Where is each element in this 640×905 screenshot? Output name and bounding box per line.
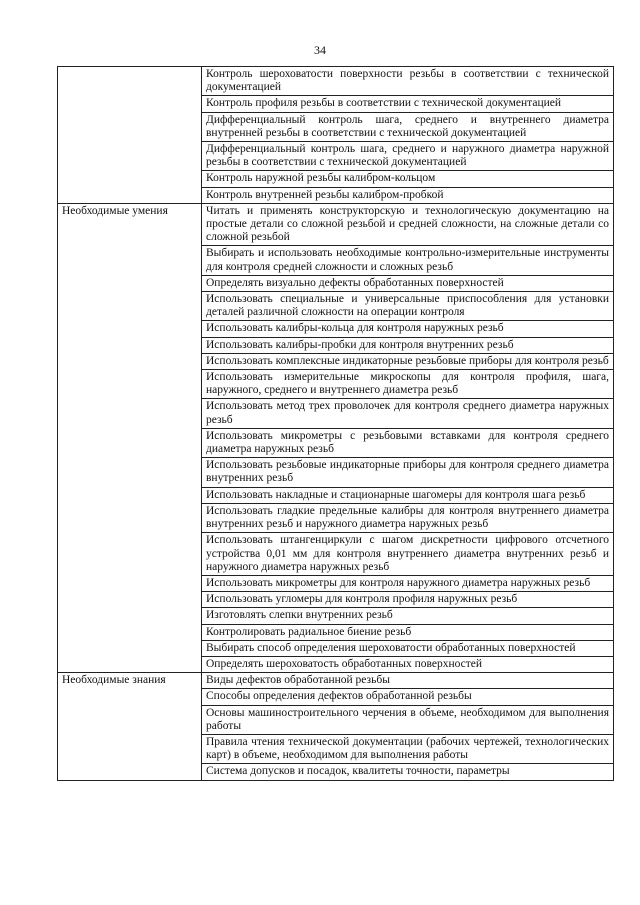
requirement-item: Использовать накладные и стационарные шагомеры для контроля шага резьб [202,487,614,503]
requirement-item: Контроль внутренней резьбы калибром-пробкой [202,187,614,203]
page-number: 34 [314,43,326,57]
requirement-item: Определять шероховатость обработанных поверхностей [202,656,614,672]
requirement-item: Выбирать способ определения шероховатости обработанных поверхностей [202,640,614,656]
section-title: Необходимые умения [58,203,202,672]
requirement-item: Основы машиностроительного черчения в объеме, необходимом для выполнения работы [202,705,614,734]
requirement-item: Использовать комплексные индикаторные резьбовые приборы для контроля резьб [202,353,614,369]
table-row [58,67,614,96]
requirement-item: Использовать резьбовые индикаторные приборы для контроля среднего диаметра внутренних резьб [202,458,614,487]
requirement-item: Дифференциальный контроль шага, среднего и наружного диаметра наружной резьбы в соответствии с технической документацией [202,142,614,171]
table-row [58,673,614,689]
requirement-item: Контроль шероховатости поверхности резьбы в соответствии с технической документацией [202,67,614,96]
requirement-item: Читать и применять конструкторскую и технологическую документацию на простые детали со сложной резьбой и средней сложности, на сложные детали со сложной резьбой [202,203,614,246]
requirement-item: Использовать штангенциркули с шагом дискретности цифрового отсчетного устройства 0,01 мм для контроля внутреннего диаметра внутренних резьб и наружного диаметра наружных резьб [202,533,614,576]
requirement-item: Использовать калибры-кольца для контроля наружных резьб [202,321,614,337]
requirements-table [57,66,614,781]
requirement-item: Использовать специальные и универсальные приспособления для установки деталей различной сложности на операции контроля [202,292,614,321]
requirement-item: Правила чтения технической документации (рабочих чертежей, технологических карт) в объеме, необходимом для выполнения работы [202,734,614,763]
requirement-item: Использовать микрометры для контроля наружного диаметра наружных резьб [202,575,614,591]
requirement-item: Использовать калибры-пробки для контроля внутренних резьб [202,337,614,353]
requirement-item: Контроль профиля резьбы в соответствии с технической документацией [202,96,614,112]
requirement-item: Выбирать и использовать необходимые контрольно-измерительные инструменты для контроля средней сложности и сложных резьб [202,246,614,275]
requirement-item: Виды дефектов обработанной резьбы [202,673,614,689]
requirement-item: Дифференциальный контроль шага, среднего и внутреннего диаметра внутренней резьбы в соответствии с технической документацией [202,112,614,141]
requirement-item: Система допусков и посадок, квалитеты точности, параметры [202,764,614,780]
requirement-item: Определять визуально дефекты обработанных поверхностей [202,275,614,291]
requirement-item: Использовать микрометры с резьбовыми вставками для контроля среднего диаметра наружных резьб [202,428,614,457]
requirements-table-body [58,67,614,781]
requirement-item: Изготовлять слепки внутренних резьб [202,608,614,624]
requirement-item: Использовать метод трех проволочек для контроля среднего диаметра наружных резьб [202,399,614,428]
requirement-item: Контролировать радиальное биение резьб [202,624,614,640]
requirement-item: Использовать гладкие предельные калибры для контроля внутреннего диаметра внутренних резьб и наружного диаметра наружных резьб [202,503,614,532]
table-row [58,203,614,246]
section-title: Необходимые знания [58,673,202,780]
requirement-item: Использовать угломеры для контроля профиля наружных резьб [202,592,614,608]
requirement-item: Использовать измерительные микроскопы для контроля профиля, шага, наружного, среднего и внутреннего диаметра резьб [202,370,614,399]
requirement-item: Способы определения дефектов обработанной резьбы [202,689,614,705]
section-title [58,67,202,204]
requirement-item: Контроль наружной резьбы калибром-кольцом [202,171,614,187]
